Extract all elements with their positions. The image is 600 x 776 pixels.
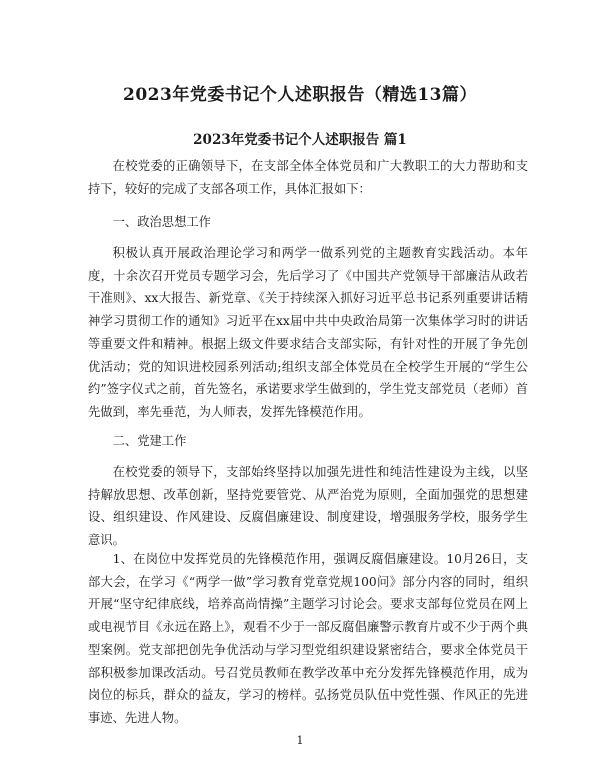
document-title: 2023年党委书记个人述职报告（精选13篇） [123,85,477,105]
intro-paragraph: 在校党委的正确领导下，在支部全体全体党员和广大教职工的大力帮助和支持下，较好的完成了支部各项工作，具体汇报如下： [88,159,528,196]
section-heading-party-building: 二、党建工作 [112,434,187,448]
section-paragraph-politics: 积极认真开展政治理论学习和两学一做系列党的主题教育实践活动。本年度，十余次召开党员专题学习会，先后学习了《中国共产党领导干部廉洁从政若干准则》、xx大报告、新党章、《关于持续深入抓好习近平总书记系列重要讲话精神学习贯彻工作的通知》习近平在xx届中共中央政治局第一次集体学习时的讲话等重要文件和精神。根据上级文件要求结合支部实际，有针对性的开展了争先创优活动；党的知识进校园系列活动;组织支部全体党员在全校学生开展的“学生公约”签字仪式之前，首先签名，承诺要求学生做到的，学生党支部党员（老师）首先做到，率先垂范，为人师表，发挥先锋模范作用。 [88,246,528,419]
section-paragraph-party-building: 在校党委的领导下，支部始终坚持以加强先进性和纯洁性建设为主线，以坚持解放思想、改革创新，坚持党要管党、从严治党为原则，全面加强党的思想建设、组织建设、作风建设、反腐倡廉建设、制度建设，增强服务学校，服务学生意识。 [88,465,528,548]
document-subtitle: 2023年党委书记个人述职报告 篇1 [193,132,407,148]
page-number: 1 [296,734,304,747]
section-heading-politics: 一、政治思想工作 [112,215,211,229]
section-item-1: 1、在岗位中发挥党员的先锋模范作用，强调反腐倡廉建设。10月26日，支部大会，在学习《“两学一做”学习教育党章党规100问》部分内容的同时，组织开展“坚守纪律底线，培养高尚情操”主题学习讨论会。要求支部每位党员在网上或电视节目《永远在路上》，观看不少于一部反腐倡廉警示教育片或不少于两个典型案例。党支部把创先争优活动与学习型党组织建设紧密结合，要求全体党员干部积极参加课改活动。号召党员教师在教学改革中充分发挥先锋模范作用，成为岗位的标兵，群众的益友，学习的榜样。弘扬党员队伍中党性强、作风正的先进事迹、先进人物。 [88,552,528,725]
